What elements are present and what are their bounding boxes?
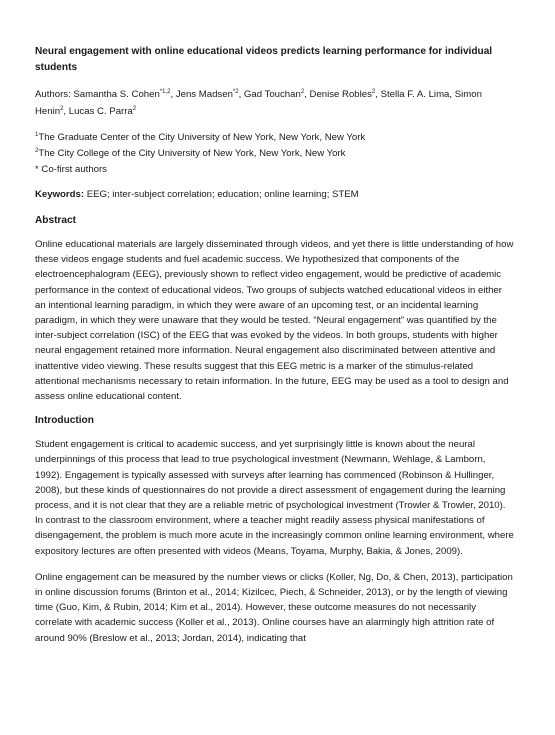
affiliation-text: The City College of the City University of New York, New York, New York	[38, 148, 346, 159]
affiliation-2	[35, 146, 515, 162]
author-mark: 2	[60, 105, 64, 112]
author-name: Stella F. A. Lima	[380, 89, 450, 100]
author-separator: ,	[304, 89, 310, 100]
author-name: Gad Touchan	[243, 89, 301, 100]
authors-label: Authors:	[35, 89, 74, 100]
author-separator: ,	[238, 89, 244, 100]
author-items	[35, 89, 482, 117]
affiliation-text: The Graduate Center of the City University of New York, New York, New York	[38, 132, 366, 143]
author-separator: ,	[375, 89, 381, 100]
keywords-label: Keywords:	[35, 189, 85, 200]
author-mark: 2	[300, 88, 305, 95]
abstract-paragraph: Online educational materials are largely disseminated through videos, and yet there is little understanding of how these videos engage students and fuel academic success. We hypothesized that components of the electroencephalogram (EEG), previously shown to reflect video engagement, would be predictive of academic performance in the context of educational videos. Two groups of subjects watched educational videos in either an intentional learning paradigm, in which they were aware of an upcoming test, or an incidental learning paradigm, in which they were unaware that they would be tested. “Neural engagement” was quantified by the inter-subject correlation (ISC) of the EEG that was evoked by the videos. In both groups, students with higher neural engagement retained more information. Neural engagement also discriminated between attentive and inattentive video viewing. These results suggest that this EEG metric is a marker of the stimulus-related attentional mechanisms necessary to retain information. In the future, EEG may be used as a tool to design and assess online educational content.	[35, 239, 514, 403]
author-item	[310, 89, 381, 100]
author-separator: ,	[170, 89, 176, 100]
affiliation-1	[35, 130, 515, 146]
author-mark: *2	[232, 88, 239, 95]
author-item	[381, 89, 455, 100]
introduction-paragraph-2: Online engagement can be measured by the number views or clicks (Koller, Ng, Do, & Chen, 2013), participation in online discussion forums (Brinton et al., 2014; Kizilcec, Piech, & Schneider, 2013), or by the length of viewing time (Guo, Kim, & Rubin, 2014; Kim et al., 2014). However, these outcome measures do not necessarily correlate with academic success (Koller et al., 2013). Online courses have an alarmingly high attrition rate of around 90% (Breslow et al., 2013; Jordan, 2014), indicating that	[35, 571, 513, 644]
author-item	[69, 106, 136, 117]
author-mark: *1,2	[159, 88, 171, 95]
introduction-heading: Introduction	[35, 415, 94, 427]
author-mark: 2	[132, 105, 137, 112]
author-separator: ,	[63, 106, 69, 117]
author-item	[73, 89, 175, 100]
paper-title: Neural engagement with online educational videos predicts learning performance for individual students	[35, 46, 493, 73]
author-name: Lucas C. Parra	[68, 106, 133, 117]
introduction-paragraph-1: Student engagement is critical to academic success, and yet surprisingly little is known about the neural underpinnings of this process that lead to true psychological investment (Newmann, Wehlage, & Lamborn, 1992). Engagement is typically assessed with surveys after learning has commenced (Robinson & Hullinger, 2008), but these kinds of questionnaires do not provide a direct assessment of engagement during the learning process, and it is not clear that they are a reliable metric of psychological investment (Trowler & Trowler, 2010). In contrast to the classroom environment, where a teacher might readily assess physical manifestations of disengagement, the problem is much more acute in the increasingly common online learning environment, where expository lectures are often presented with videos (Means, Toyama, Murphy, Bakia, & Jones, 2009).	[35, 439, 514, 557]
author-mark: 2	[371, 88, 376, 95]
co-first-note	[35, 162, 515, 178]
keywords	[35, 187, 515, 203]
author-item	[244, 89, 310, 100]
author-item	[176, 89, 244, 100]
paper-page	[35, 44, 515, 646]
affiliation-text: * Co-first authors	[35, 164, 107, 175]
keywords-text: EEG; inter-subject correlation; education; online learning; STEM	[84, 189, 359, 200]
author-name: Denise Robles	[309, 89, 372, 100]
affiliation-mark: 2	[35, 147, 39, 154]
affiliation-list	[35, 130, 515, 178]
author-name: Jens Madsen	[175, 89, 233, 100]
author-name: Simon Henin	[35, 89, 482, 117]
author-name: Samantha S. Cohen	[73, 89, 160, 100]
author-list	[35, 86, 515, 120]
affiliation-mark: 1	[35, 131, 39, 138]
abstract-heading: Abstract	[35, 215, 76, 226]
author-separator: ,	[449, 89, 455, 100]
